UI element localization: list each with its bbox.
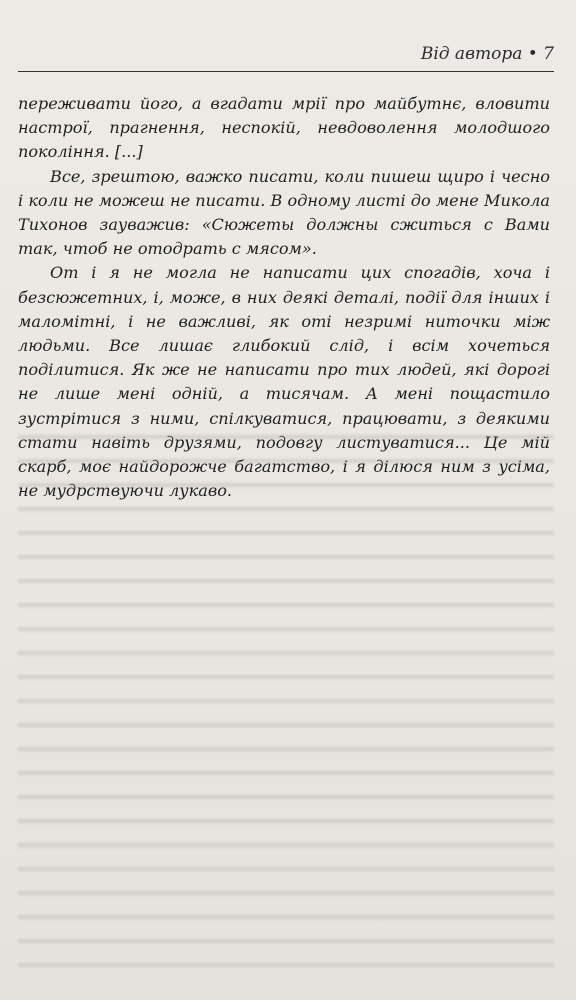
bleed-through-texture bbox=[18, 420, 554, 980]
page-header bbox=[18, 44, 554, 72]
running-head: Від автора • 7 bbox=[420, 44, 554, 64]
paragraph: От і я не могла не написати цих спогадів, хоча і безсюжетних, і, може, в них деякі деталі, події для інших і маломітні, і не важливі, як оті незримі ниточки між людьми. Все лишає глибокий слід, і всім хочеться поділитися. Як же не написати про тих людей, які дорогі не лише мені одній, а тисячам. А мені пощастило зустрітися з ними, спілкуватися, працювати, з деякими стати навіть друзями, подовгу листуватися... Це мій скарб, моє найдорожче багатство, і я ділюся ним з усіма, не мудрствуючи лукаво. bbox=[18, 263, 550, 501]
paragraph-continuation: переживати його, а вгадати мрії про майбутнє, вловити настрої, прагнення, неспокій, невдоволення молодшого покоління. [...] bbox=[18, 94, 550, 162]
paragraph: Все, зрештою, важко писати, коли пишеш щиро і чесно і коли не можеш не писати. В одному листі до мене Микола Тихонов зауважив: «Сюжеты должны сжиться с Вами так, чтоб не отодрать с мясом». bbox=[18, 166, 550, 259]
header-rule bbox=[18, 71, 554, 72]
